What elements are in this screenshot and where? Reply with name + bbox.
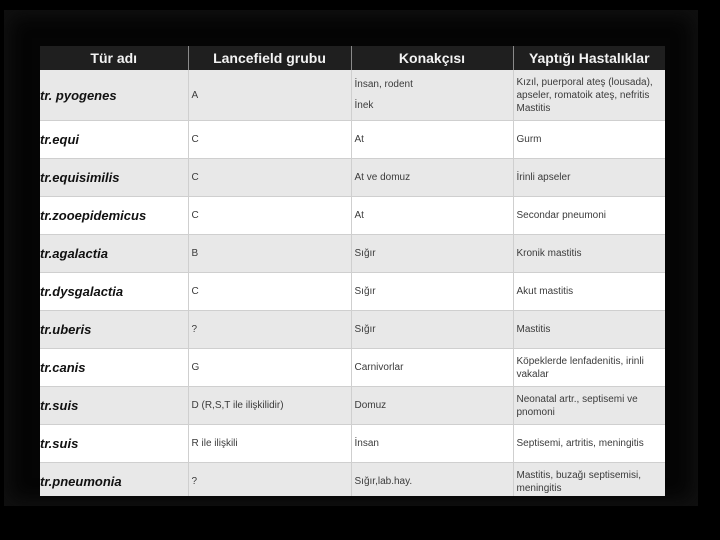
disease-line: İrinli apseler [516,172,571,183]
lancefield-group-cell: C [188,273,351,311]
table-row [40,197,665,235]
table-row [40,273,665,311]
disease-cell [513,349,665,387]
host-line: İnsan, rodent [354,79,413,90]
disease-cell [513,463,665,497]
header-row [40,46,665,70]
lancefield-group-cell: D (R,S,T ile ilişkilidir) [188,387,351,425]
disease-line: Secondar pneumoni [516,210,607,221]
host-line: Sığır,lab.hay. [354,476,413,487]
disease-line: Kronik mastitis [516,248,582,259]
species-cell: tr.zooepidemicus [40,197,188,235]
disease-line: Mastitis [516,324,551,335]
table-row [40,349,665,387]
host-cell [351,273,513,311]
species-cell: tr.agalactia [40,235,188,273]
header-diseases: Yaptığı Hastalıklar [513,46,665,70]
host-line: Domuz [354,400,387,411]
species-cell: tr. pyogenes [40,70,188,121]
table-row [40,387,665,425]
table-row [40,70,665,121]
species-cell: tr.equi [40,121,188,159]
host-cell [351,349,513,387]
disease-cell [513,159,665,197]
host-cell [351,159,513,197]
host-cell [351,235,513,273]
host-line: At ve domuz [354,172,411,183]
table-row [40,121,665,159]
disease-cell [513,121,665,159]
header-species: Tür adı [40,46,188,70]
lancefield-group-cell: C [188,197,351,235]
table-row [40,159,665,197]
host-line: Sığır [354,324,376,335]
disease-cell [513,235,665,273]
lancefield-group-cell: R ile ilişkili [188,425,351,463]
disease-cell [513,197,665,235]
host-line: Sığır [354,286,376,297]
disease-line: Mastitis [516,102,551,114]
disease-cell [513,387,665,425]
lancefield-group-cell: ? [188,311,351,349]
table-body [40,70,665,496]
header-lancefield-group: Lancefield grubu [188,46,351,70]
species-cell: tr.canis [40,349,188,387]
host-line: Carnivorlar [354,362,404,373]
host-cell [351,387,513,425]
lancefield-group-cell: C [188,121,351,159]
streptococcus-table-container [40,46,665,496]
species-cell: tr.pneumonia [40,463,188,497]
lancefield-group-cell: G [188,349,351,387]
streptococcus-table [40,46,665,496]
lancefield-group-cell: ? [188,463,351,497]
host-line: İnsan [354,438,379,449]
host-cell [351,70,513,121]
header-host: Konakçısı [351,46,513,70]
disease-line: Kızıl, puerporal ateş (lousada), apseler, romatoik ateş, nefritis [516,76,653,101]
table-row [40,311,665,349]
host-cell [351,425,513,463]
disease-line: Neonatal artr., septisemi ve pnomoni [516,393,638,418]
species-cell: tr.dysgalactia [40,273,188,311]
disease-line: Akut mastitis [516,286,574,297]
disease-cell [513,70,665,121]
disease-line: Gurm [516,134,542,145]
species-cell: tr.uberis [40,311,188,349]
host-cell [351,463,513,497]
species-cell: tr.suis [40,425,188,463]
disease-cell [513,273,665,311]
disease-cell [513,311,665,349]
species-cell: tr.suis [40,387,188,425]
lancefield-group-cell: C [188,159,351,197]
lancefield-group-cell: A [188,70,351,121]
host-line: İnek [354,100,374,111]
table-row [40,235,665,273]
table-row [40,425,665,463]
host-cell [351,121,513,159]
disease-cell [513,425,665,463]
species-cell: tr.equisimilis [40,159,188,197]
lancefield-group-cell: B [188,235,351,273]
table-row [40,463,665,497]
host-cell [351,197,513,235]
disease-line: Septisemi, artritis, meningitis [516,438,644,449]
host-line: At [354,210,364,221]
disease-line: Mastitis, buzağı septisemisi, meningitis [516,469,641,494]
disease-line: Köpeklerde lenfadenitis, irinli vakalar [516,355,644,380]
host-line: Sığır [354,248,376,259]
host-line: At [354,134,364,145]
host-cell [351,311,513,349]
